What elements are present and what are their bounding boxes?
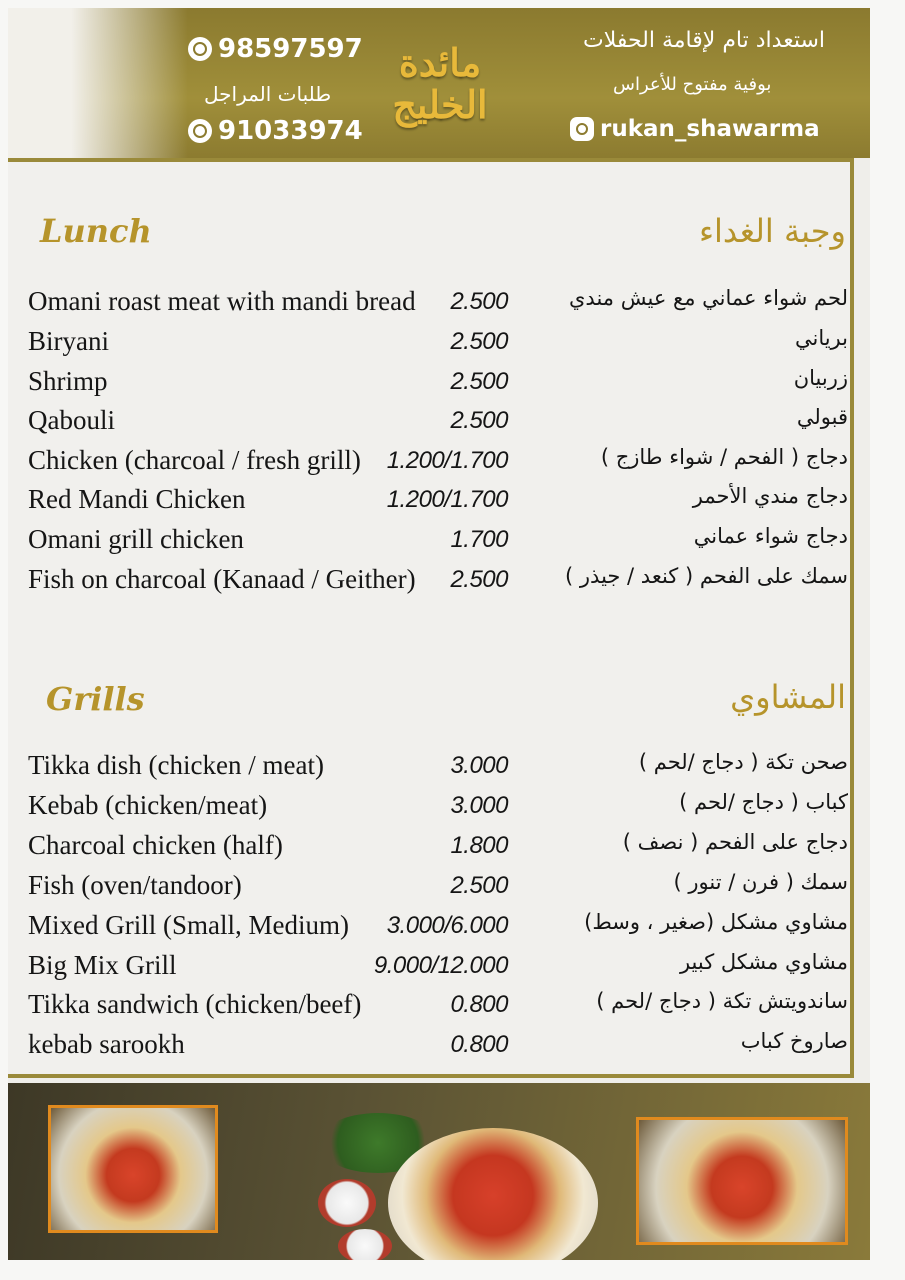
delivery-label: طلبات المراجل xyxy=(204,82,332,106)
item-name-en: Red Mandi Chicken xyxy=(28,484,246,514)
menu-item xyxy=(28,870,848,910)
instagram-icon xyxy=(570,117,594,141)
item-price: 9.000/12.000 xyxy=(373,952,508,979)
item-name-en: Tikka sandwich (chicken/beef) xyxy=(28,989,362,1019)
item-name-en: Fish (oven/tandoor) xyxy=(28,870,242,900)
menu-item xyxy=(28,326,848,366)
biryani-photo-left xyxy=(48,1105,218,1233)
whatsapp-icon xyxy=(188,119,212,143)
grills-title-ar: المشاوي xyxy=(730,678,846,716)
instagram-handle[interactable] xyxy=(570,116,820,142)
item-name-ar: لحم شواء عماني مع عيش مندي xyxy=(569,286,848,310)
item-name-ar: دجاج ( الفحم / شواء طازج ) xyxy=(600,445,848,469)
lunch-title-en: Lunch xyxy=(40,212,152,250)
item-name-ar: دجاج على الفحم ( نصف ) xyxy=(622,830,848,854)
menu-item xyxy=(28,445,848,485)
item-price: 1.200/1.700 xyxy=(386,447,508,474)
sauce-bowl xyxy=(338,1229,392,1260)
whatsapp-icon xyxy=(188,37,212,61)
food-photo-footer xyxy=(8,1083,870,1260)
sauce-bowl xyxy=(318,1179,376,1227)
item-price: 2.500 xyxy=(450,368,508,395)
item-name-ar: صاروخ كباب xyxy=(740,1029,848,1053)
item-name-en: Omani grill chicken xyxy=(28,524,244,554)
header-band xyxy=(8,8,870,158)
menu-item xyxy=(28,366,848,406)
header-fade xyxy=(8,8,188,158)
item-name-ar: قبولي xyxy=(796,405,848,429)
item-name-ar: سمك على الفحم ( كنعد / جيذر ) xyxy=(565,564,848,588)
menu-item xyxy=(28,910,848,950)
item-price: 1.800 xyxy=(450,832,508,859)
item-price: 2.500 xyxy=(450,328,508,355)
item-name-ar: مشاوي مشكل كبير xyxy=(679,950,848,974)
menu-item xyxy=(28,524,848,564)
events-line-2: بوفية مفتوح للأعراس xyxy=(613,74,772,95)
menu-item xyxy=(28,790,848,830)
item-price: 1.700 xyxy=(450,526,508,553)
item-name-ar: سمك ( فرن / تنور ) xyxy=(673,870,848,894)
item-name-en: kebab sarookh xyxy=(28,1029,185,1059)
item-name-en: Biryani xyxy=(28,326,109,356)
menu-item xyxy=(28,989,848,1029)
menu-item xyxy=(28,1029,848,1069)
item-price: 2.500 xyxy=(450,288,508,315)
phone-2-text: 91033974 xyxy=(218,116,363,146)
menu-item xyxy=(28,750,848,790)
item-price: 3.000 xyxy=(450,792,508,819)
item-name-en: Mixed Grill (Small, Medium) xyxy=(28,910,349,940)
menu-item xyxy=(28,564,848,604)
item-name-en: Big Mix Grill xyxy=(28,950,177,980)
item-name-en: Tikka dish (chicken / meat) xyxy=(28,750,324,780)
item-price: 2.500 xyxy=(450,566,508,593)
item-price: 3.000/6.000 xyxy=(386,912,508,939)
item-name-en: Chicken (charcoal / fresh grill) xyxy=(28,445,361,475)
item-name-en: Fish on charcoal (Kanaad / Geither) xyxy=(28,564,416,594)
lunch-title-ar: وجبة الغداء xyxy=(698,212,846,250)
menu-item xyxy=(28,830,848,870)
chicken-rice-plate xyxy=(388,1128,598,1260)
menu-item xyxy=(28,286,848,326)
item-name-ar: دجاج شواء عماني xyxy=(693,524,848,548)
menu-item xyxy=(28,484,848,524)
phone-number-1[interactable] xyxy=(188,34,363,64)
grills-title-en: Grills xyxy=(46,680,145,718)
item-name-ar: مشاوي مشكل (صغير ، وسط) xyxy=(584,910,848,934)
restaurant-logo: مائدة الخليج xyxy=(392,40,488,127)
item-name-ar: دجاج مندي الأحمر xyxy=(692,484,848,508)
item-name-ar: صحن تكة ( دجاج /لحم ) xyxy=(638,750,848,774)
item-name-ar: كباب ( دجاج /لحم ) xyxy=(679,790,848,814)
biryani-photo-right xyxy=(636,1117,848,1245)
menu-item xyxy=(28,405,848,445)
menu-page xyxy=(8,8,870,1260)
item-price: 2.500 xyxy=(450,407,508,434)
instagram-text: rukan_shawarma xyxy=(600,116,820,142)
item-price: 2.500 xyxy=(450,872,508,899)
item-name-ar: زربيان xyxy=(793,366,848,390)
item-price: 1.200/1.700 xyxy=(386,486,508,513)
item-name-en: Kebab (chicken/meat) xyxy=(28,790,268,820)
item-name-ar: ساندويتش تكة ( دجاج /لحم ) xyxy=(596,989,848,1013)
phone-number-2[interactable] xyxy=(188,116,363,146)
item-price: 0.800 xyxy=(450,1031,508,1058)
phone-1-text: 98597597 xyxy=(218,34,363,64)
menu-item xyxy=(28,950,848,990)
events-line-1: استعداد تام لإقامة الحفلات xyxy=(583,28,826,53)
item-name-en: Omani roast meat with mandi bread xyxy=(28,286,416,316)
menu-panel xyxy=(8,158,854,1078)
item-price: 3.000 xyxy=(450,752,508,779)
item-name-en: Shrimp xyxy=(28,366,108,396)
item-name-ar: برياني xyxy=(794,326,848,350)
item-name-en: Qabouli xyxy=(28,405,115,435)
item-name-en: Charcoal chicken (half) xyxy=(28,830,283,860)
item-price: 0.800 xyxy=(450,991,508,1018)
